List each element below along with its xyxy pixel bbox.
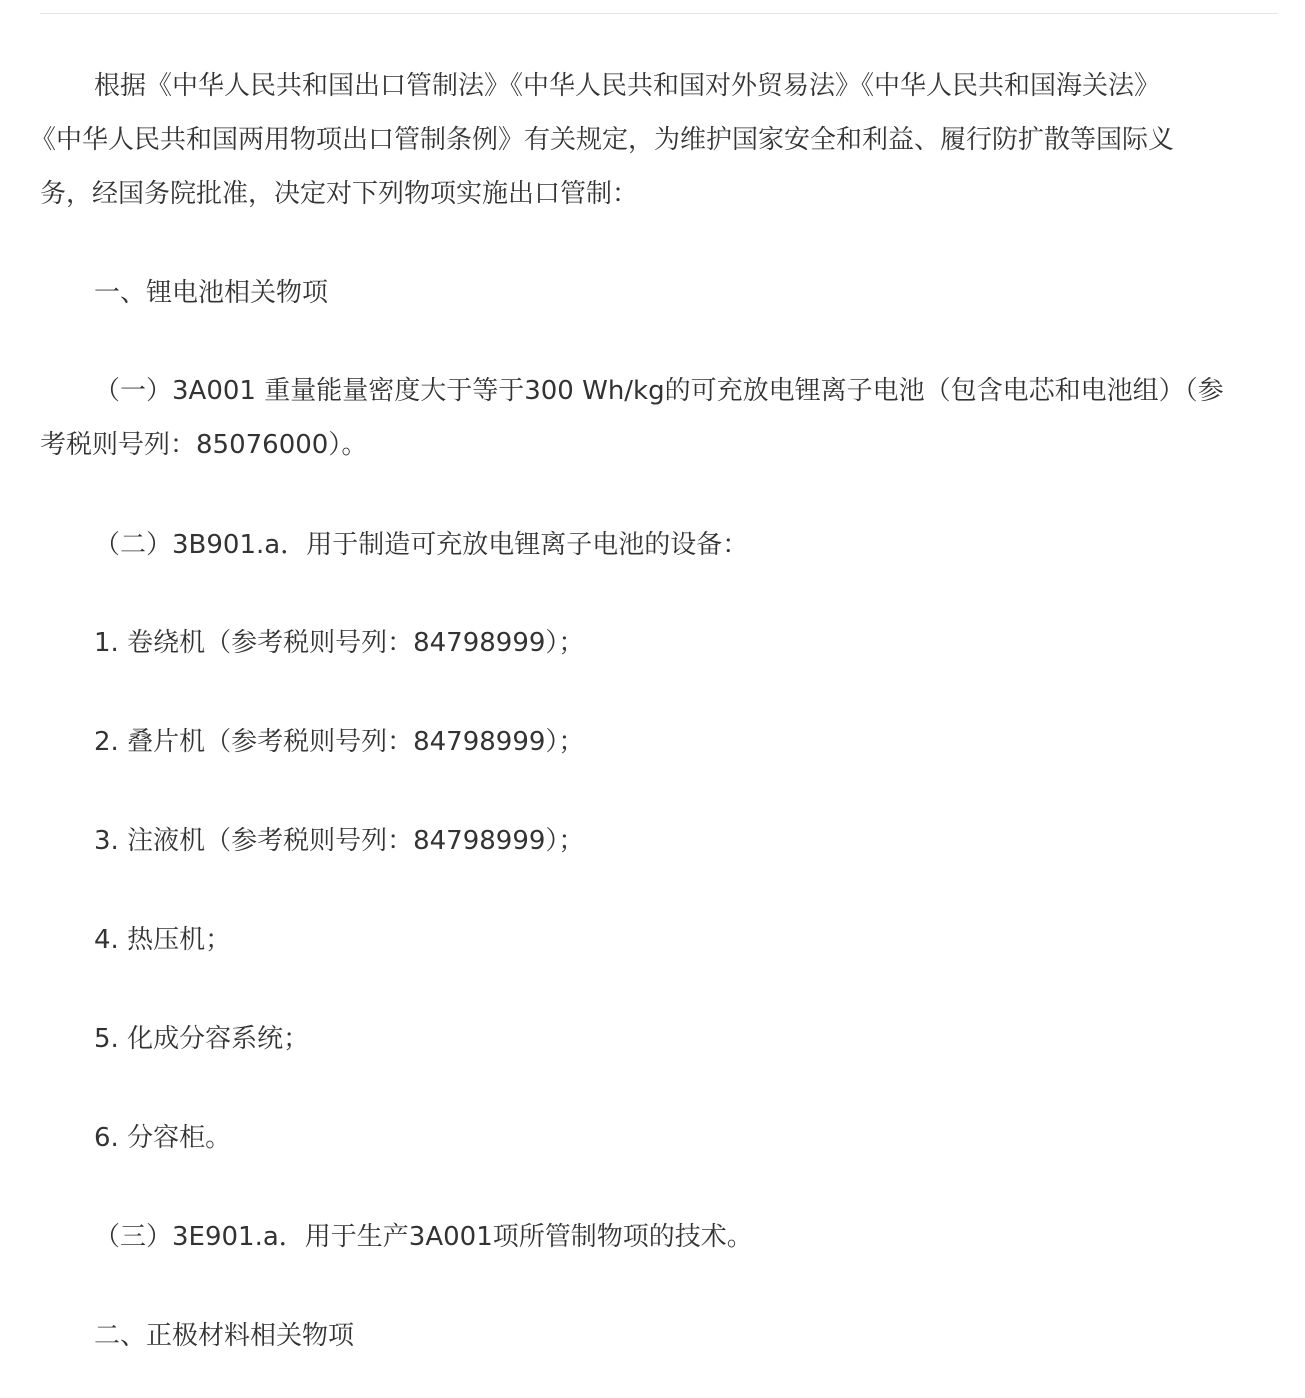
sub-item-hot-press: 4. 热压机；: [94, 925, 232, 955]
sub-item-filling-machine: 3. 注液机（参考税则号列：84798999）；: [94, 826, 585, 856]
item-3a001: [40, 364, 1280, 472]
intro-paragraph: [30, 59, 1280, 221]
intro-line-1: 根据《中华人民共和国出口管制法》《中华人民共和国对外贸易法》《中华人民共和国海关法》: [94, 71, 1161, 101]
top-divider: [40, 13, 1278, 14]
sub-item-grading-cabinet: 6. 分容柜。: [94, 1123, 232, 1153]
intro-line-3: 务，经国务院批准，决定对下列物项实施出口管制：: [40, 179, 639, 209]
item-3a001-line-2: 考税则号列：85076000）。: [40, 430, 368, 460]
sub-item-stacking-machine: 2. 叠片机（参考税则号列：84798999）；: [94, 727, 585, 757]
sub-item-winding-machine: 1. 卷绕机（参考税则号列：84798999）；: [94, 628, 585, 658]
section-heading-lithium-battery: 一、锂电池相关物项: [94, 278, 329, 308]
item-3b901a: （二）3B901.a．用于制造可充放电锂离子电池的设备：: [94, 530, 749, 560]
item-3e901a: （三）3E901.a．用于生产3A001项所管制物项的技术。: [94, 1222, 753, 1252]
item-3a001-line-1: （一）3A001 重量能量密度大于等于300 Wh/kg的可充放电锂离子电池（包含电芯和电池组）（参: [94, 376, 1224, 406]
intro-line-2: 《中华人民共和国两用物项出口管制条例》有关规定，为维护国家安全和利益、履行防扩散等国际义: [30, 125, 1175, 155]
section-heading-cathode-material: 二、正极材料相关物项: [94, 1321, 355, 1351]
sub-item-formation-system: 5. 化成分容系统；: [94, 1024, 310, 1054]
